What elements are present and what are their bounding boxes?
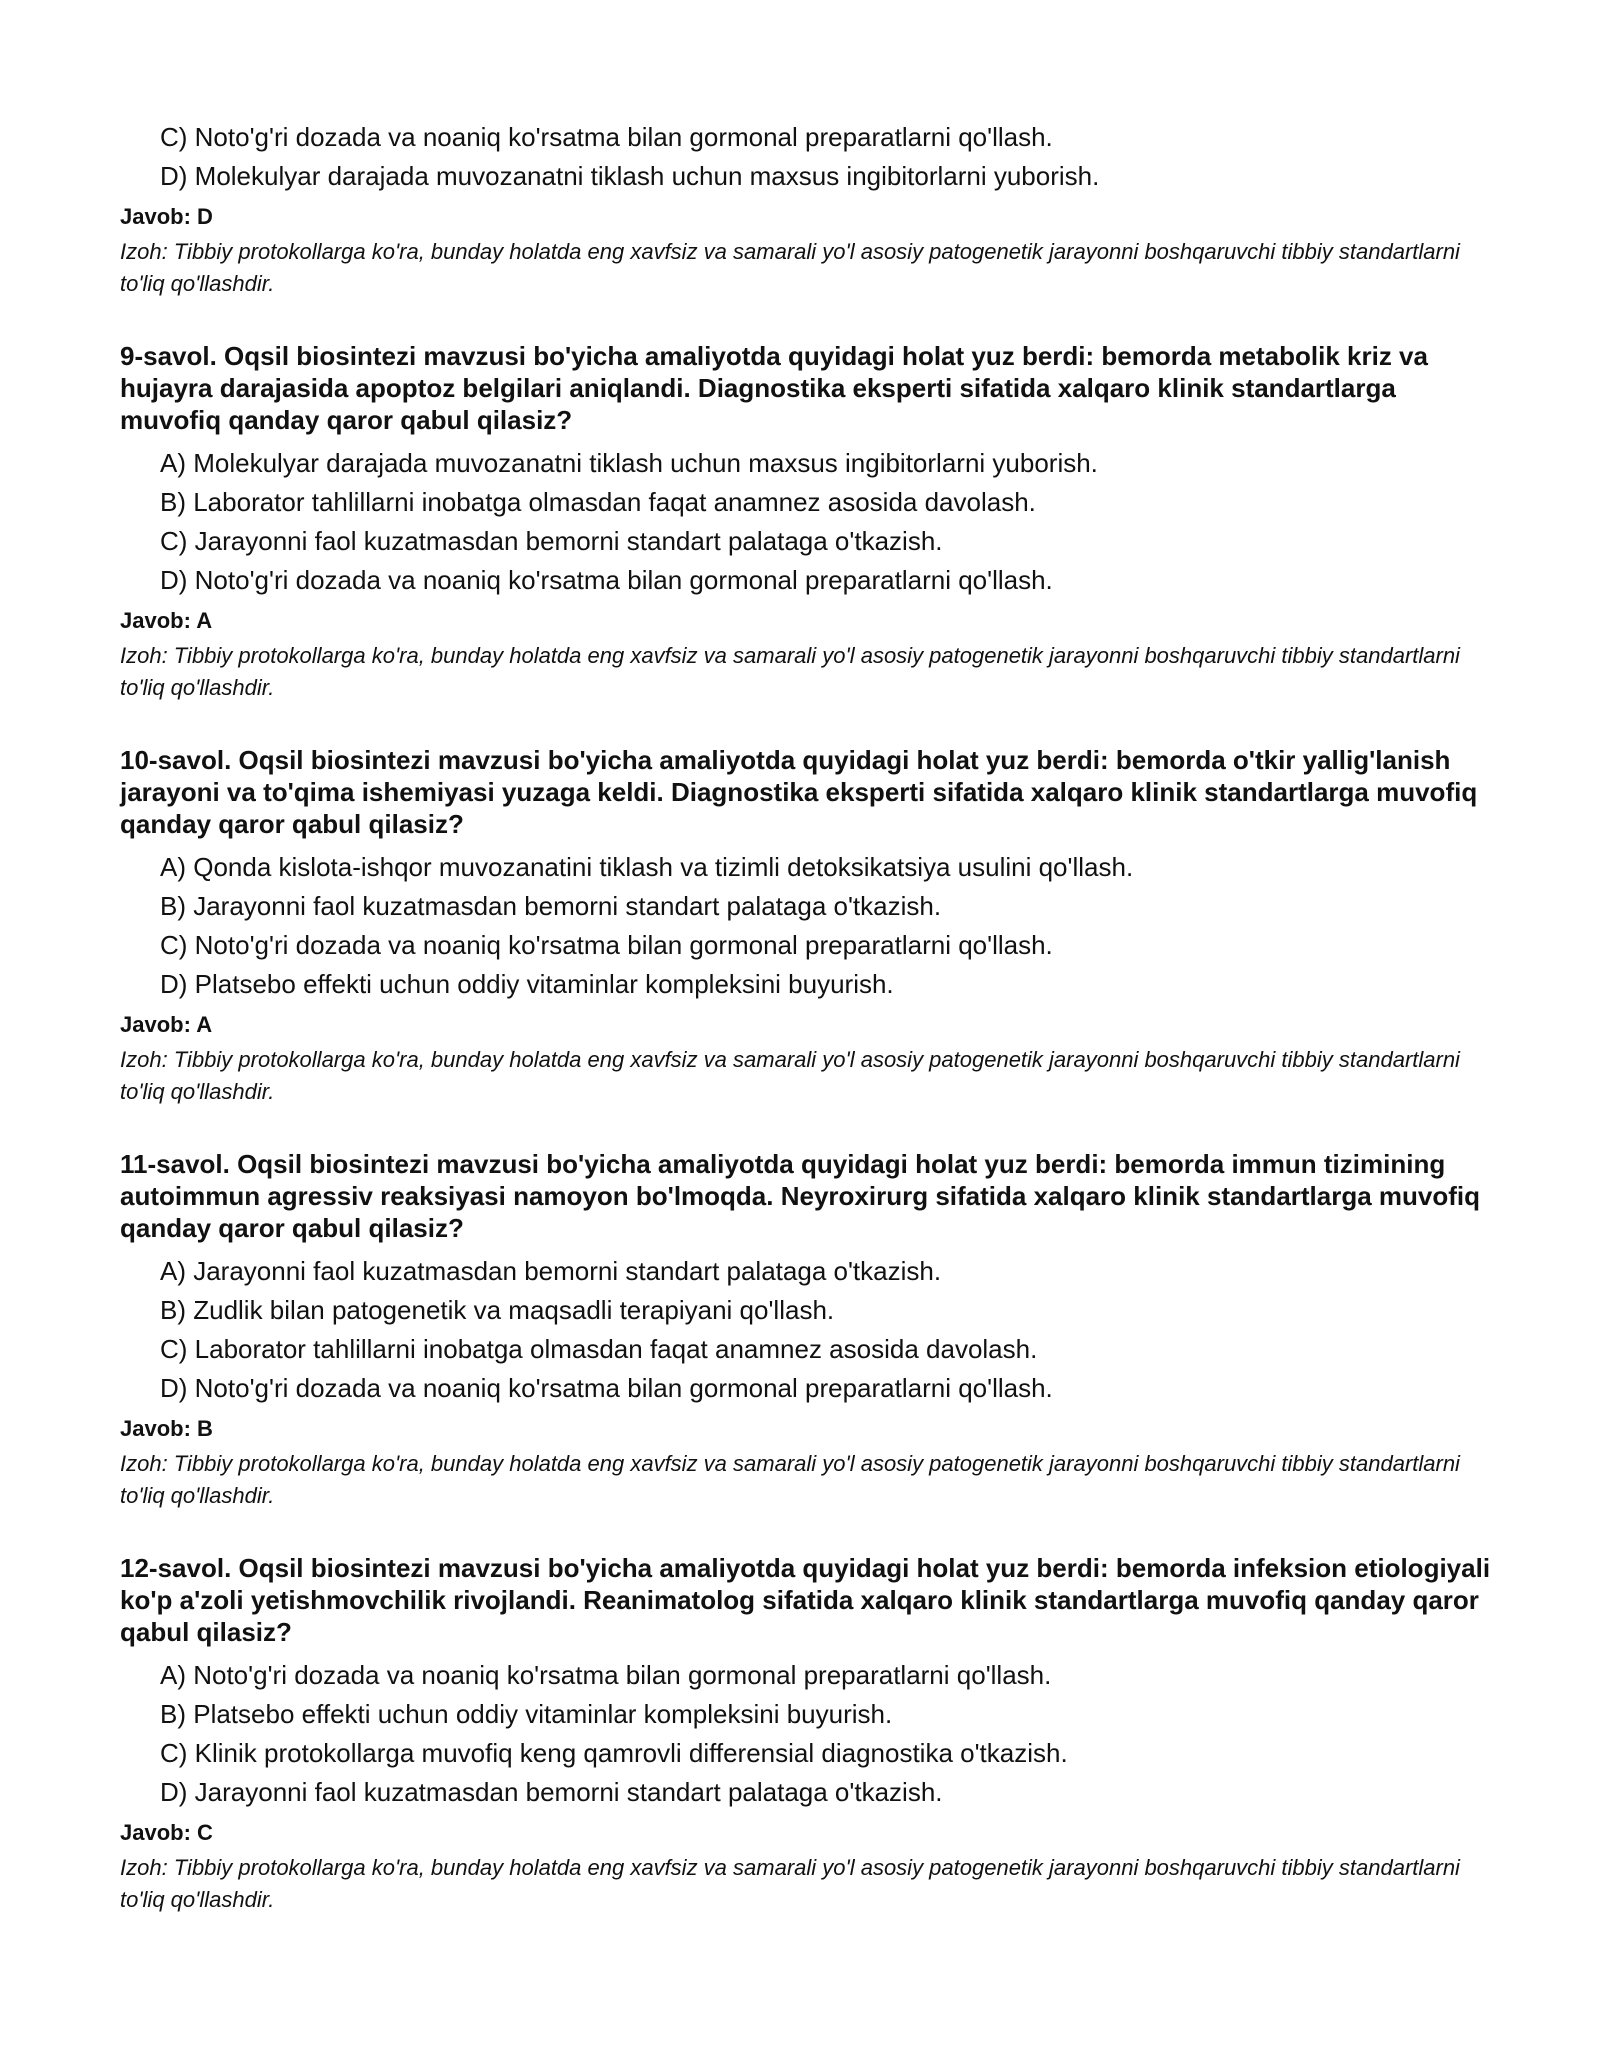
option-a: A) Jarayonni faol kuzatmasdan bemorni standart palataga o'tkazish.: [160, 1256, 942, 1286]
option-b: B) Laborator tahlillarni inobatga olmasdan faqat anamnez asosida davolash.: [160, 487, 1036, 517]
explanation-note: Izoh: Tibbiy protokollarga ko'ra, bunday holatda eng xavfsiz va samarali yo'l asosiy patogenetik jarayonni boshqaruvchi tibbiy standartlarni to'liq qo'llashdir.: [120, 239, 1460, 296]
explanation-note: Izoh: Tibbiy protokollarga ko'ra, bunday holatda eng xavfsiz va samarali yo'l asosiy patogenetik jarayonni boshqaruvchi tibbiy standartlarni to'liq qo'llashdir.: [120, 1047, 1460, 1104]
question-text: 12-savol. Oqsil biosintezi mavzusi bo'yicha amaliyotda quyidagi holat yuz berdi: bemorda infeksion etiologiyali ko'p a'zoli yetishmovchilik rivojlandi. Reanimatolog sifatida xalqaro klinik standartlarga muvofiq qanday qaror qabul qilasiz?: [120, 1553, 1491, 1647]
option-c: C) Noto'g'ri dozada va noaniq ko'rsatma bilan gormonal preparatlarni qo'llash.: [160, 122, 1053, 152]
option-a: A) Molekulyar darajada muvozanatni tiklash uchun maxsus ingibitorlarni yuborish.: [160, 448, 1098, 478]
option-b: B) Platsebo effekti uchun oddiy vitaminlar kompleksini buyurish.: [160, 1699, 893, 1729]
answer-label: Javob: C: [120, 1820, 213, 1845]
explanation-note: Izoh: Tibbiy protokollarga ko'ra, bunday holatda eng xavfsiz va samarali yo'l asosiy patogenetik jarayonni boshqaruvchi tibbiy standartlarni to'liq qo'llashdir.: [120, 1451, 1460, 1508]
question-11: [120, 1148, 1500, 1512]
question-8-continuation: [120, 118, 1500, 300]
option-d: D) Jarayonni faol kuzatmasdan bemorni standart palataga o'tkazish.: [160, 1777, 943, 1807]
option-d: D) Molekulyar darajada muvozanatni tiklash uchun maxsus ingibitorlarni yuborish.: [160, 161, 1100, 191]
question-10: [120, 744, 1500, 1108]
option-c: C) Jarayonni faol kuzatmasdan bemorni standart palataga o'tkazish.: [160, 526, 943, 556]
answer-label: Javob: A: [120, 608, 213, 633]
option-b: B) Jarayonni faol kuzatmasdan bemorni standart palataga o'tkazish.: [160, 891, 942, 921]
question-text: 10-savol. Oqsil biosintezi mavzusi bo'yicha amaliyotda quyidagi holat yuz berdi: bemorda o'tkir yallig'lanish jarayoni va to'qima ishemiyasi yuzaga keldi. Diagnostika eksperti sifatida xalqaro klinik standartlarga muvofiq qanday qaror qabul qilasiz?: [120, 745, 1478, 839]
question-12: [120, 1552, 1500, 1916]
option-a: A) Qonda kislota-ishqor muvozanatini tiklash va tizimli detoksikatsiya usulini qo'llash.: [160, 852, 1134, 882]
document-page: [120, 118, 1500, 1916]
explanation-note: Izoh: Tibbiy protokollarga ko'ra, bunday holatda eng xavfsiz va samarali yo'l asosiy patogenetik jarayonni boshqaruvchi tibbiy standartlarni to'liq qo'llashdir.: [120, 643, 1460, 700]
option-d: D) Noto'g'ri dozada va noaniq ko'rsatma bilan gormonal preparatlarni qo'llash.: [160, 1373, 1053, 1403]
answer-label: Javob: B: [120, 1416, 213, 1441]
option-c: C) Noto'g'ri dozada va noaniq ko'rsatma bilan gormonal preparatlarni qo'llash.: [160, 930, 1053, 960]
option-c: C) Klinik protokollarga muvofiq keng qamrovli differensial diagnostika o'tkazish.: [160, 1738, 1068, 1768]
answer-label: Javob: A: [120, 1012, 213, 1037]
option-d: D) Platsebo effekti uchun oddiy vitaminlar kompleksini buyurish.: [160, 969, 894, 999]
answer-label: Javob: D: [120, 204, 213, 229]
option-a: A) Noto'g'ri dozada va noaniq ko'rsatma bilan gormonal preparatlarni qo'llash.: [160, 1660, 1052, 1690]
question-text: 9-savol. Oqsil biosintezi mavzusi bo'yicha amaliyotda quyidagi holat yuz berdi: bemorda metabolik kriz va hujayra darajasida apoptoz belgilari aniqlandi. Diagnostika eksperti sifatida xalqaro klinik standartlarga muvofiq qanday qaror qabul qilasiz?: [120, 341, 1428, 435]
option-c: C) Laborator tahlillarni inobatga olmasdan faqat anamnez asosida davolash.: [160, 1334, 1038, 1364]
question-9: [120, 340, 1500, 704]
explanation-note: Izoh: Tibbiy protokollarga ko'ra, bunday holatda eng xavfsiz va samarali yo'l asosiy patogenetik jarayonni boshqaruvchi tibbiy standartlarni to'liq qo'llashdir.: [120, 1855, 1460, 1912]
question-text: 11-savol. Oqsil biosintezi mavzusi bo'yicha amaliyotda quyidagi holat yuz berdi: bemorda immun tizimining autoimmun agressiv reaksiyasi namoyon bo'lmoqda. Neyroxirurg sifatida xalqaro klinik standartlarga muvofiq qanday qaror qabul qilasiz?: [120, 1149, 1481, 1243]
option-b: B) Zudlik bilan patogenetik va maqsadli terapiyani qo'llash.: [160, 1295, 835, 1325]
option-d: D) Noto'g'ri dozada va noaniq ko'rsatma bilan gormonal preparatlarni qo'llash.: [160, 565, 1053, 595]
